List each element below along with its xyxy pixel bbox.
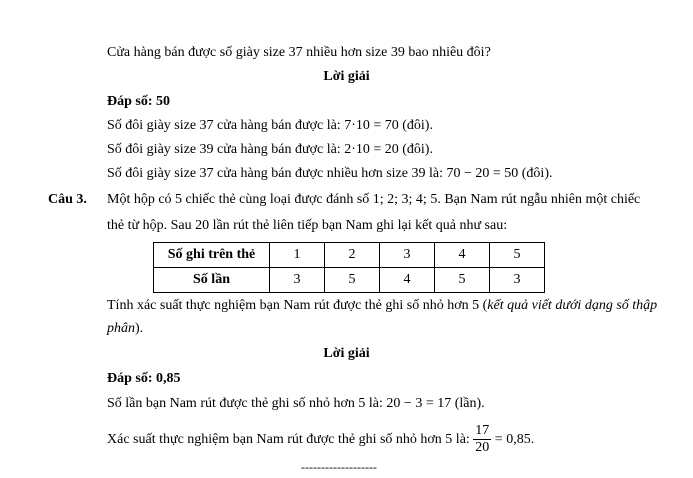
solution-title-2: Lời giải bbox=[323, 346, 370, 361]
table-cell: 5 bbox=[435, 268, 490, 293]
ask-italic-1: kết quả viết dưới dạng số thập bbox=[487, 298, 658, 313]
step-2-unit: (đôi). bbox=[398, 142, 433, 157]
table-cell: 5 bbox=[325, 268, 380, 293]
step-3-text: Số đôi giày size 37 cửa hàng bán được nhiều hơn size 39 là: bbox=[107, 166, 447, 181]
table-header-card-number: Số ghi trên thẻ bbox=[154, 243, 270, 268]
table-cell: 5 bbox=[490, 243, 545, 268]
step-3-math: 70 − 20 = 50 bbox=[446, 166, 519, 181]
fraction-denominator: 20 bbox=[475, 440, 490, 456]
result-2-text: Xác suất thực nghiệm bạn Nam rút được thẻ ghi số nhỏ hơn 5 là: bbox=[107, 432, 474, 447]
question-3-line-2: thẻ từ hộp. Sau 20 lần rút thẻ liên tiếp bạn Nam ghi lại kết quả như sau: bbox=[107, 218, 508, 233]
table-header-count: Số lần bbox=[154, 268, 270, 293]
table-row bbox=[154, 268, 545, 293]
result-1-unit: (lần). bbox=[451, 396, 485, 411]
result-step-1 bbox=[107, 395, 485, 413]
table-cell: 1 bbox=[270, 243, 325, 268]
table-row bbox=[154, 243, 545, 268]
step-2-math: 2·10 = 20 bbox=[344, 142, 399, 157]
step-1-text: Số đôi giày size 37 cửa hàng bán được là: bbox=[107, 118, 345, 133]
table-cell: 4 bbox=[380, 268, 435, 293]
ask-text: Tính xác suất thực nghiệm bạn Nam rút được thẻ ghi số nhỏ hơn 5 ( bbox=[107, 298, 488, 313]
section-separator: ------------------- bbox=[301, 460, 377, 474]
ask-italic-2: phân bbox=[107, 321, 135, 336]
ask-end: ). bbox=[135, 321, 144, 336]
step-1-math: 7·10 = 70 bbox=[344, 118, 399, 133]
question-3-label: Câu 3. bbox=[48, 192, 87, 207]
results-table bbox=[153, 242, 545, 293]
result-1-math: 20 − 3 = 17 bbox=[386, 396, 452, 411]
solution-title-1: Lời giải bbox=[323, 69, 370, 84]
table-cell: 3 bbox=[490, 268, 545, 293]
result-2-value: = 0,85. bbox=[491, 432, 535, 447]
solution-step-1 bbox=[107, 117, 433, 135]
question-size-comparison: Cửa hàng bán được số giày size 37 nhiều hơn size 39 bao nhiêu đôi? bbox=[107, 45, 491, 60]
table-cell: 3 bbox=[380, 243, 435, 268]
result-1-text: Số lần bạn Nam rút được thẻ ghi số nhỏ hơn 5 là: bbox=[107, 396, 387, 411]
table-cell: 2 bbox=[325, 243, 380, 268]
table-cell: 3 bbox=[270, 268, 325, 293]
question-3-line-1: Một hộp có 5 chiếc thẻ cùng loại được đánh số 1; 2; 3; 4; 5. Bạn Nam rút ngẫu nhiên một chiếc bbox=[107, 192, 641, 207]
solution-step-3 bbox=[107, 165, 552, 183]
answer-2: Đáp số: 0,85 bbox=[107, 371, 181, 386]
table-cell: 4 bbox=[435, 243, 490, 268]
step-2-text: Số đôi giày size 39 cửa hàng bán được là: bbox=[107, 142, 345, 157]
solution-step-2 bbox=[107, 141, 433, 159]
answer-1: Đáp số: 50 bbox=[107, 94, 171, 109]
question-3-ask-line-2 bbox=[107, 320, 143, 338]
question-3-ask-line-1 bbox=[107, 297, 657, 315]
result-step-2 bbox=[107, 420, 534, 460]
fraction-numerator: 17 bbox=[475, 423, 490, 439]
step-1-unit: (đôi). bbox=[398, 118, 433, 133]
fraction bbox=[473, 423, 491, 456]
step-3-unit: (đôi). bbox=[518, 166, 553, 181]
